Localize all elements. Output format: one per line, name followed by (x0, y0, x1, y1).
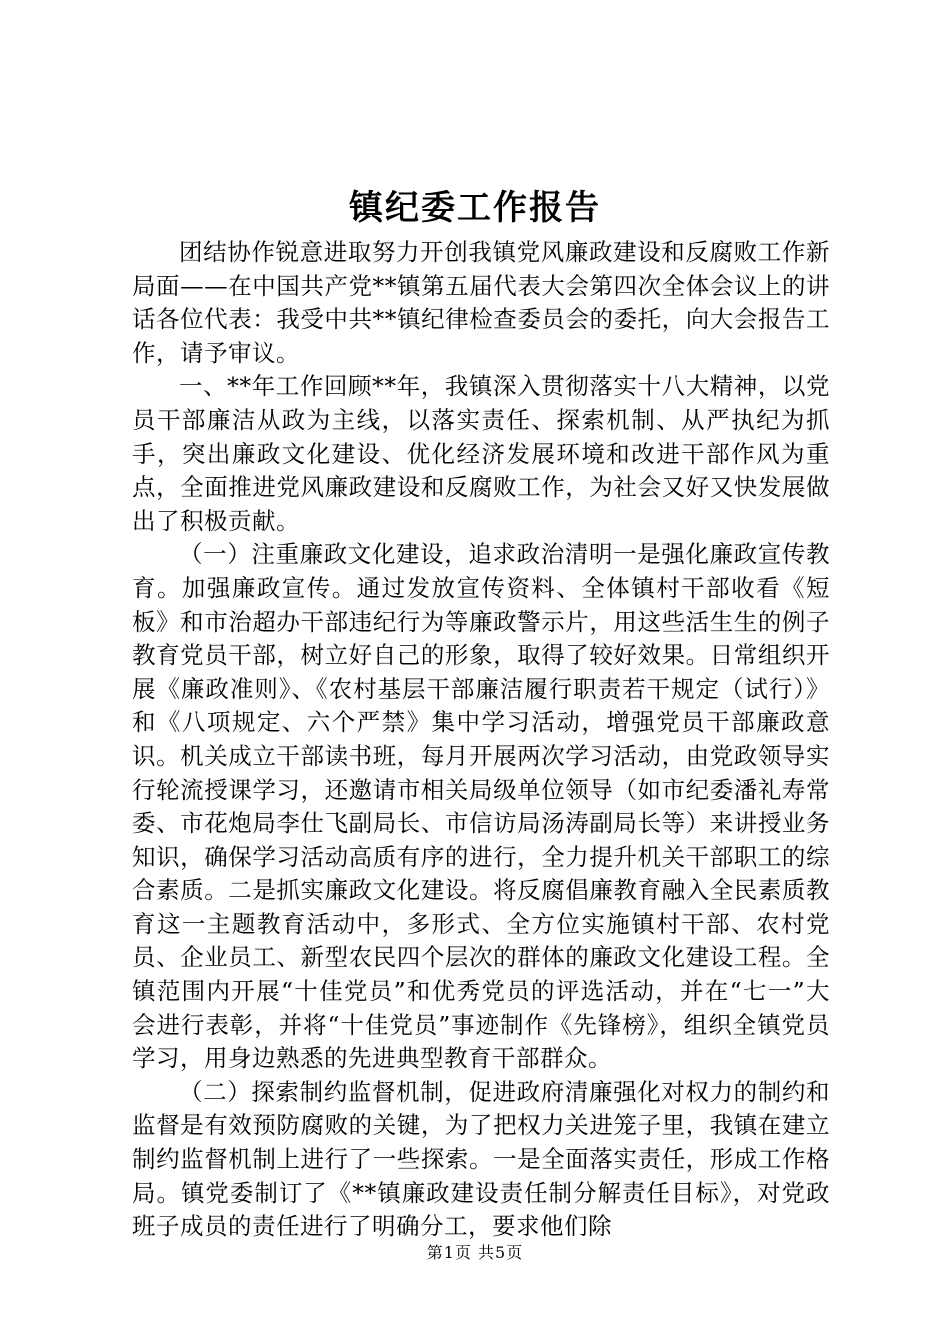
paragraph-section-one: （一）注重廉政文化建设，追求政治清明一是强化廉政宣传教育。加强廉政宣传。通过发放宣传资料、全体镇村干部收看《短板》和市治超办干部违纪行为等廉政警示片，用这些活生生的例子教育党员干部，树立好自己的形象，取得了较好效果。日常组织开展《廉政准则》、《农村基层干部廉洁履行职责若干规定（试行）》和《八项规定、六个严禁》集中学习活动，增强党员干部廉政意识。机关成立干部读书班，每月开展两次学习活动，由党政领导实行轮流授课学习，还邀请市相关局级单位领导（如市纪委潘礼寿常委、市花炮局李仕飞副局长、市信访局汤涛副局长等）来讲授业务知识，确保学习活动高质有序的进行，全力提升机关干部职工的综合素质。二是抓实廉政文化建设。将反腐倡廉教育融入全民素质教育这一主题教育活动中，多形式、全方位实施镇村干部、农村党员、企业员工、新型农民四个层次的群体的廉政文化建设工程。全镇范围内开展“十佳党员”和优秀党员的评选活动，并在“七一”大会进行表彰，并将“十佳党员”事迹制作《先锋榜》，组织全镇党员学习，用身边熟悉的先进典型教育干部群众。 (132, 540, 830, 1073)
paragraph-intro: 团结协作锐意进取努力开创我镇党风廉政建设和反腐败工作新局面——在中国共产党**镇第五届代表大会第四次全体会议上的讲话各位代表：我受中共**镇纪律检查委员会的委托，向大会报告工作，请予审议。 (132, 238, 830, 367)
document-body (132, 236, 830, 1244)
paragraph-review: 一、**年工作回顾**年，我镇深入贯彻落实十八大精神，以党员干部廉洁从政为主线，以落实责任、探索机制、从严执纪为抓手，突出廉政文化建设、优化经济发展环境和改进干部作风为重点，全面推进党风廉政建设和反腐败工作，为社会又好又快发展做出了积极贡献。 (132, 372, 830, 535)
document-title: 镇纪委工作报告 (349, 188, 601, 228)
page-number-footer: 第1页 共5页 (426, 1243, 524, 1262)
paragraph-section-two: （二）探索制约监督机制，促进政府清廉强化对权力的制约和监督是有效预防腐败的关键，为了把权力关进笼子里，我镇在建立制约监督机制上进行了一些探索。一是全面落实责任，形成工作格局。镇党委制订了《**镇廉政建设责任制分解责任目标》，对党政班子成员的责任进行了明确分工，要求他们除 (132, 1077, 830, 1241)
